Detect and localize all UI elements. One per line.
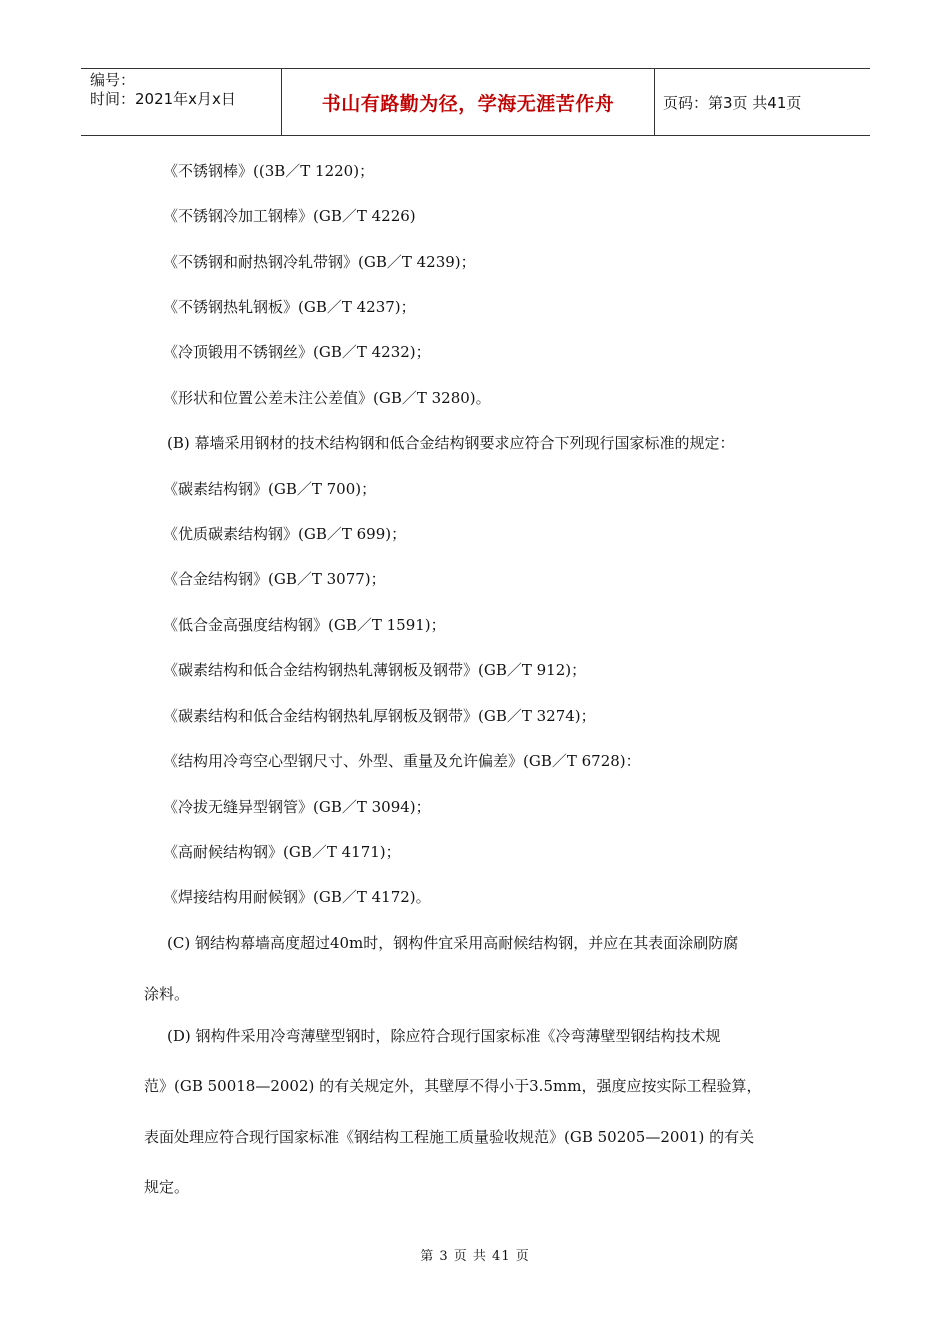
document-number-label: 编号： [90,71,136,89]
text-line: 《优质碳素结构钢》(GB／T 699)； [163,525,407,543]
text-line: 《冷顶锻用不锈钢丝》(GB／T 4232)； [163,343,431,361]
header-motto-cell [281,69,655,135]
text-line: (C) 钢结构幕墙高度超过40m时，钢构件宜采用高耐候结构钢，并应在其表面涂刷防腐 [167,934,739,952]
text-line: (D) 钢构件采用冷弯薄壁型钢时，除应符合现行国家标准《冷弯薄壁型钢结构技术规 [167,1027,721,1045]
text-line: 《不锈钢冷加工钢棒》(GB／T 4226) [163,207,416,225]
text-line: 《不锈钢棒》((3B／T 1220)； [163,162,375,180]
text-line: 涂料。 [144,985,190,1003]
page-footer: 第 3 页 共 41 页 [420,1249,530,1264]
text-line: 《形状和位置公差未注公差值》(GB／T 3280)。 [163,389,491,407]
text-line: 《碳素结构和低合金结构钢热轧厚钢板及钢带》(GB／T 3274)； [163,707,596,725]
text-line: 《低合金高强度结构钢》(GB／T 1591)； [163,616,446,634]
text-line: 《结构用冷弯空心型钢尺寸、外型、重量及允许偏差》(GB／T 6728)： [163,752,641,770]
text-line: 《合金结构钢》(GB／T 3077)； [163,570,386,588]
text-line: 规定。 [144,1178,190,1196]
header-page-indicator: 页码：第3页 共41页 [663,93,802,112]
text-line: 《焊接结构用耐候钢》(GB／T 4172)。 [163,888,431,906]
text-line: 《高耐候结构钢》(GB／T 4171)； [163,843,401,861]
text-line: 《不锈钢热轧钢板》(GB／T 4237)； [163,298,416,316]
text-line: (B) 幕墙采用钢材的技术结构钢和低合金结构钢要求应符合下列现行国家标准的规定： [167,434,735,452]
header-meta [81,69,281,135]
text-line: 《不锈钢和耐热钢冷轧带钢》(GB／T 4239)； [163,253,476,271]
page-header [81,68,870,136]
text-line: 《冷拔无缝异型钢管》(GB／T 3094)； [163,798,431,816]
text-line: 《碳素结构和低合金结构钢热轧薄钢板及钢带》(GB／T 912)； [163,661,587,679]
document-date-label: 时间：2021年x月x日 [90,90,236,108]
text-line: 《碳素结构钢》(GB／T 700)； [163,480,377,498]
text-line: 范》(GB 50018—2002) 的有关规定外，其壁厚不得小于3.5mm，强度应按实际工程验算， [144,1077,762,1095]
header-page-cell [655,69,870,135]
text-line: 表面处理应符合现行国家标准《钢结构工程施工质量验收规范》(GB 50205—2001) 的有关 [144,1128,755,1146]
header-motto: 书山有路勤为径，学海无涯苦作舟 [321,92,615,115]
